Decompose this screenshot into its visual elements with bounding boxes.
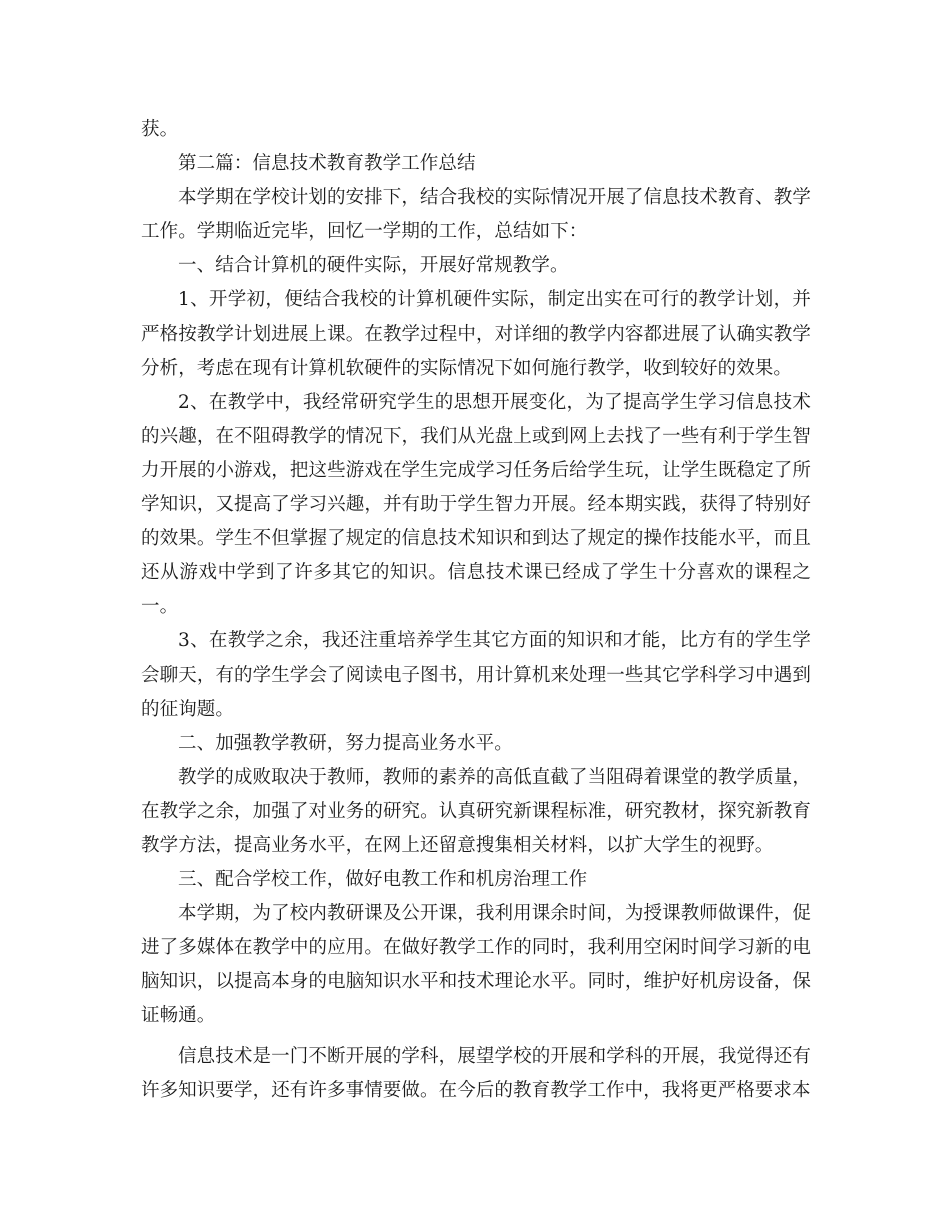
paragraph-item-3: 3、在教学之余，我还注重培养学生其它方面的知识和才能，比方有的学生学会聊天，有的学生学会了阅读电子图书，用计算机来处理一些其它学科学习中遇到的征询题。 [141,630,811,720]
section-title: 第二篇：信息技术教育教学工作总结 [178,153,476,175]
paragraph-teaching-research: 教学的成败取决于教师，教师的素养的高低直截了当阻碍着课堂的教学质量，在教学之余，加强了对业务的研究。认真研究新课程标准，研究教材，探究新教育教学方法，提高业务水平，在网上还留意搜集相关材料，以扩大学生的视野。 [141,766,811,856]
document-body [141,113,811,1108]
heading-part-one: 一、结合计算机的硬件实际，开展好常规教学。 [178,255,569,277]
paragraph-school-work: 本学期，为了校内教研课及公开课，我利用课余时间，为授课教师做课件，促进了多媒体在教学中的应用。在做好教学工作的同时，我利用空闲时间学习新的电脑知识，以提高本身的电脑知识水平和技术理论水平。同时，维护好机房设备，保证畅通。 [141,903,811,1027]
paragraph-outlook: 信息技术是一门不断开展的学科，展望学校的开展和学科的开展，我觉得还有许多知识要学，还有许多事情要做。在今后的教育教学工作中，我将更严格要求本 [141,1045,811,1101]
heading-part-three: 三、配合学校工作，做好电教工作和机房治理工作 [178,869,588,891]
paragraph-intro: 本学期在学校计划的安排下，结合我校的实际情况开展了信息技术教育、教学工作。学期临近完毕，回忆一学期的工作，总结如下： [141,187,811,243]
paragraph-item-2: 2、在教学中，我经常研究学生的思想开展变化，为了提高学生学习信息技术的兴趣，在不阻碍教学的情况下，我们从光盘上或到网上去找了一些有利于学生智力开展的小游戏，把这些游戏在学生完成学习任务后给学生玩，让学生既稳定了所学知识，又提高了学习兴趣，并有助于学生智力开展。经本期实践，获得了特别好的效果。学生不但掌握了规定的信息技术知识和到达了规定的操作技能水平，而且还从游戏中学到了许多其它的知识。信息技术课已经成了学生十分喜欢的课程之一。 [141,391,811,618]
paragraph-item-1: 1、开学初，便结合我校的计算机硬件实际，制定出实在可行的教学计划，并严格按教学计划进展上课。在教学过程中，对详细的教学内容都进展了认确实教学分析，考虑在现有计算机软硬件的实际情况下如何施行教学，收到较好的效果。 [141,289,811,379]
paragraph-continuation: 获。 [141,119,179,140]
heading-part-two: 二、加强教学教研，努力提高业务水平。 [178,732,513,754]
